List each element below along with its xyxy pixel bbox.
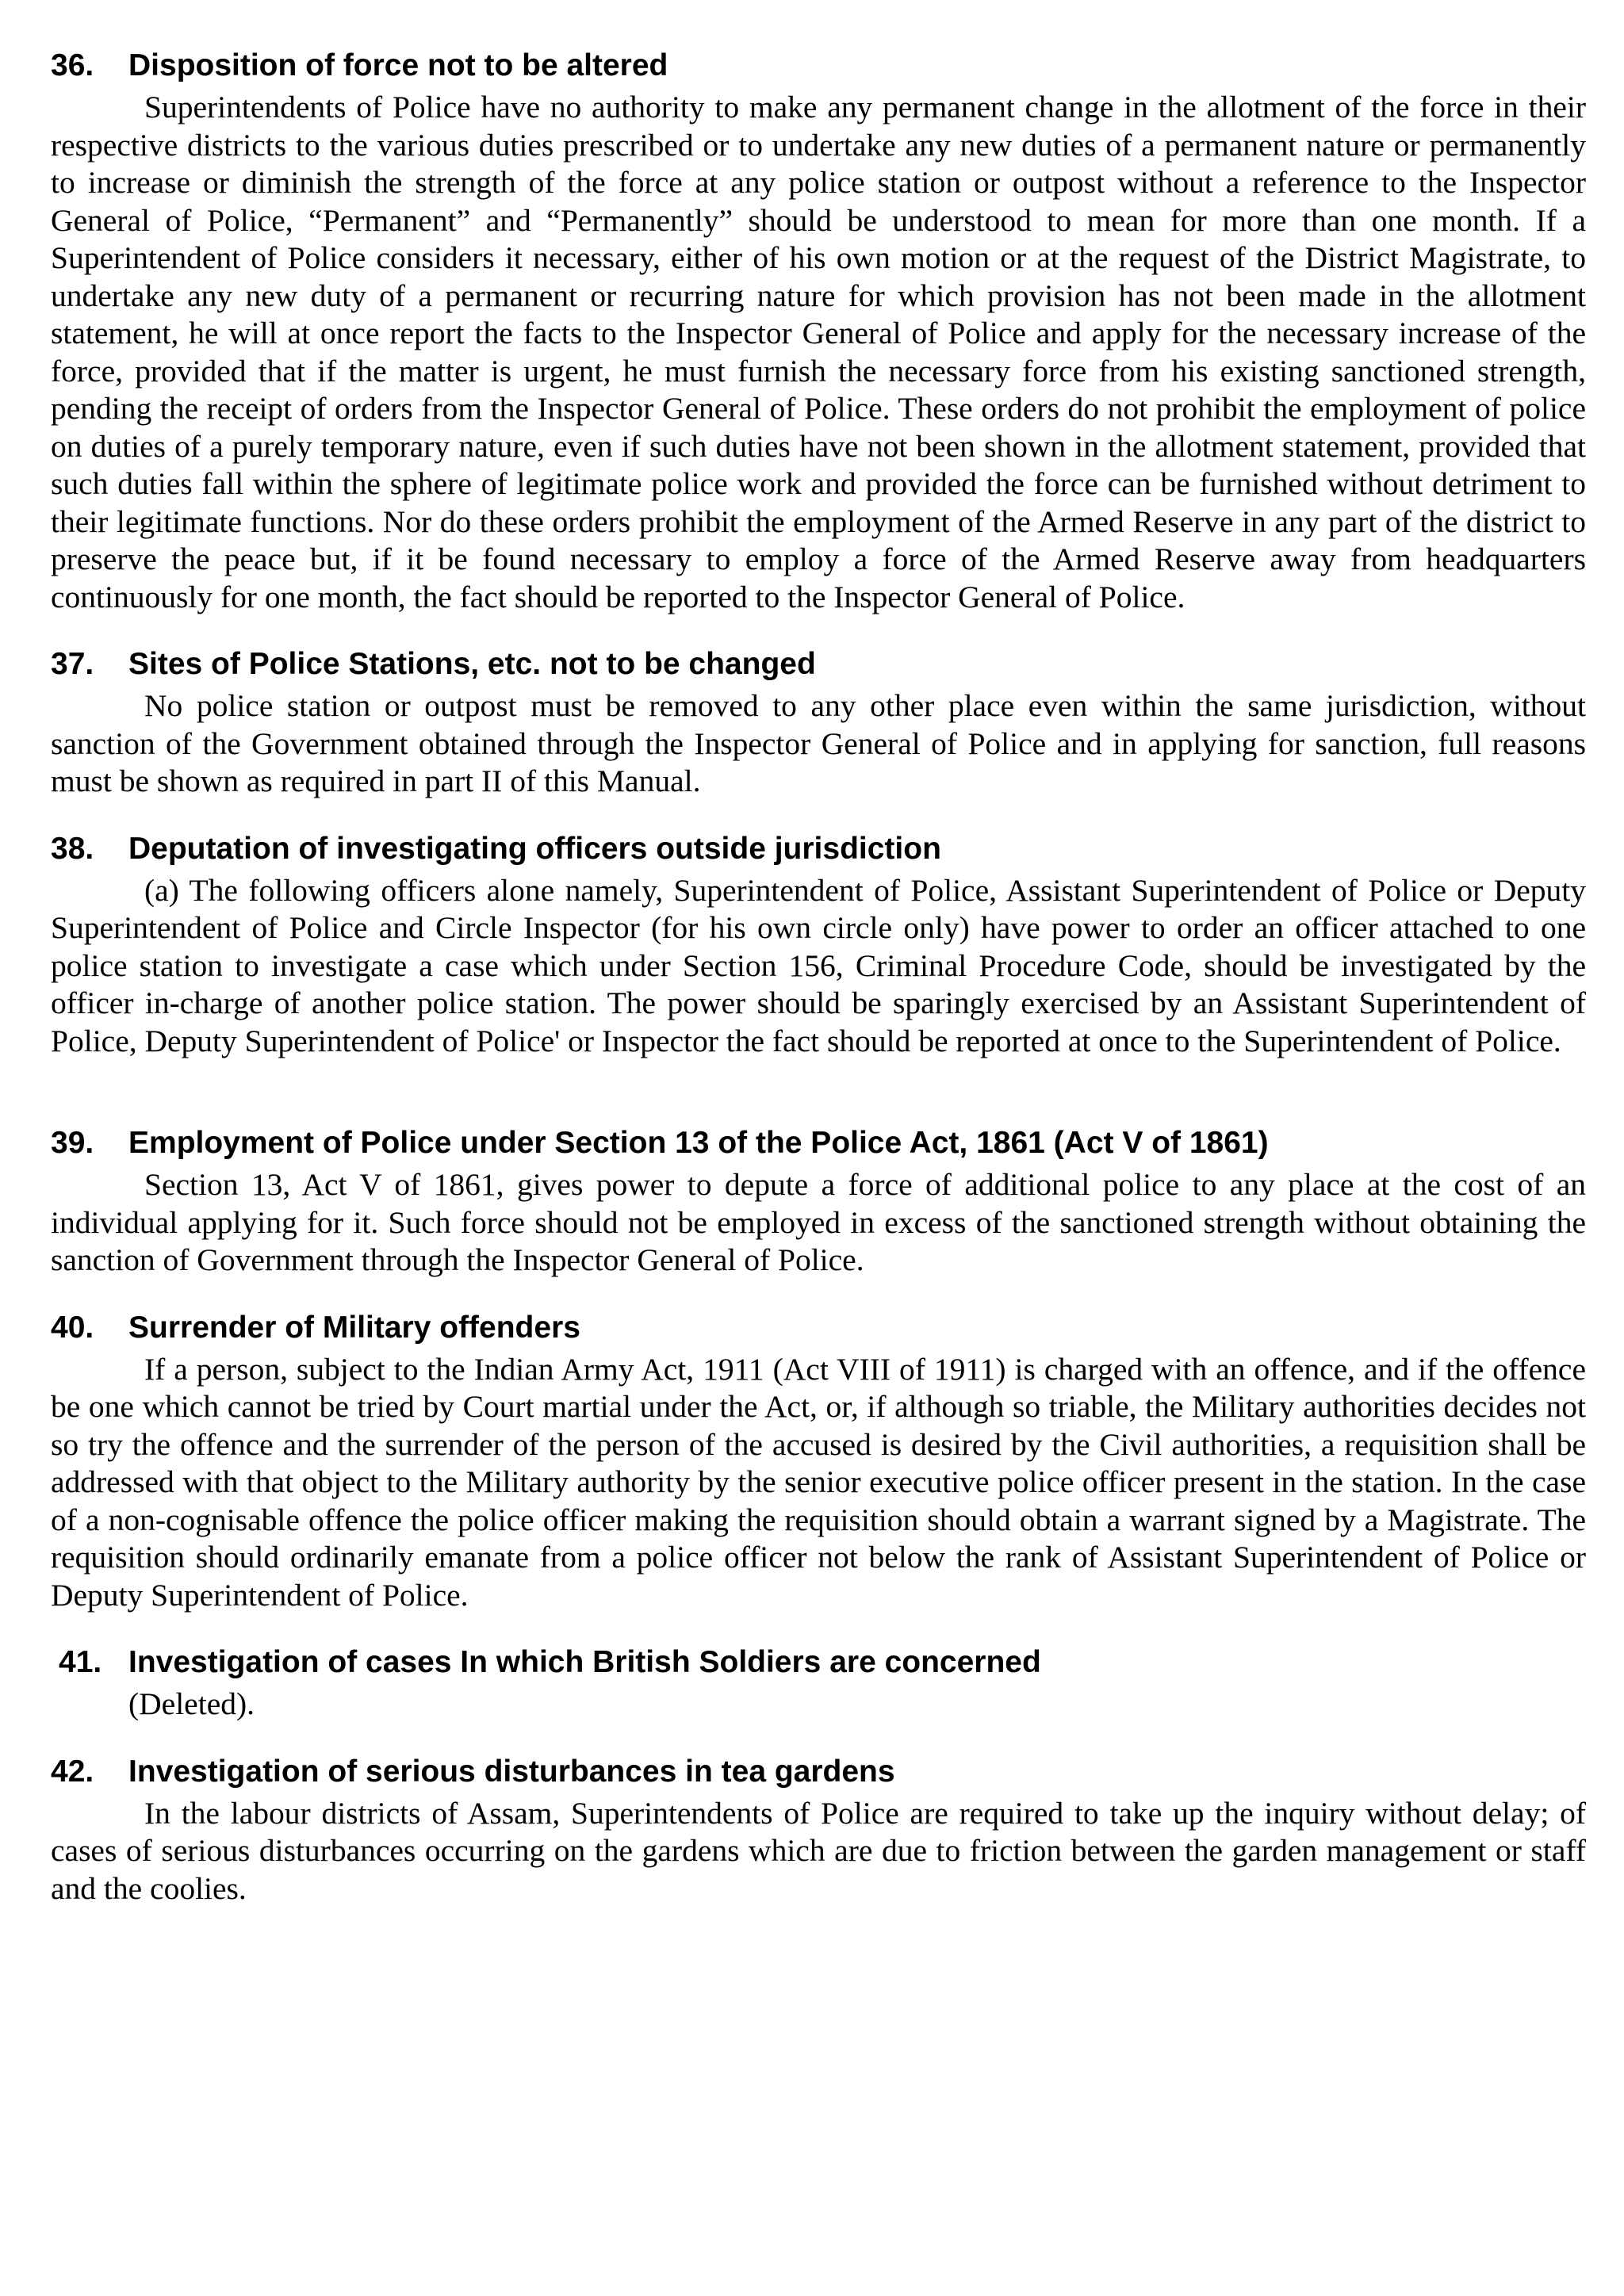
section-number: 38. xyxy=(51,831,94,866)
section-number: 39. xyxy=(51,1126,94,1160)
section-heading xyxy=(51,1752,1586,1792)
section-number: 41. xyxy=(59,1645,102,1679)
section-39 xyxy=(51,1123,1586,1280)
section-title: Surrender of Military offenders xyxy=(128,1310,580,1345)
section-number: 40. xyxy=(51,1310,94,1345)
section-heading xyxy=(51,1123,1586,1163)
section-title: Employment of Police under Section 13 of the Police Act, 1861 (Act V of 1861) xyxy=(128,1126,1269,1160)
section-title: Deputation of investigating officers outside jurisdiction xyxy=(128,831,941,866)
section-38 xyxy=(51,829,1586,1061)
section-body: (Deleted). xyxy=(128,1686,255,1721)
section-body: Superintendents of Police have no authority to make any permanent change in the allotment of the force in their respective districts to the various duties prescribed or to undertake any new duties of a permanent nature or permanently to increase or diminish the strength of the force at any police station or outpost without a reference to the Inspector General of Police, “Permanent” and “Permanently” should be understood to mean for more than one month. If a Superintendent of Police considers it necessary, either of his own motion or at the request of the District Magistrate, to undertake any new duty of a permanent or recurring nature for which provision has not been made in the allotment statement, he will at once report the facts to the Inspector General of Police and apply for the necessary increase of the force, provided that if the matter is urgent, he must furnish the necessary force from his existing sanctioned strength, pending the receipt of orders from the Inspector General of Police. These orders do not prohibit the employment of police on duties of a purely temporary nature, even if such duties have not been shown in the allotment statement, provided that such duties fall within the sphere of legitimate police work and provided the force can be furnished without detriment to their legitimate functions. Nor do these orders prohibit the employment of the Armed Reserve in any part of the district to preserve the peace but, if it be found necessary to employ a force of the Armed Reserve away from headquarters continuously for one month, the fact should be reported to the Inspector General of Police. xyxy=(51,90,1586,614)
section-body: (a) The following officers alone namely, Superintendent of Police, Assistant Superintendent of Police or Deputy Superintendent of Police and Circle Inspector (for his own circle only) have power to order an officer attached to one police station to investigate a case which under Section 156, Criminal Procedure Code, should be investigated by the officer in-charge of another police station. The power should be sparingly exercised by an Assistant Superintendent of Police, Deputy Superintendent of Police' or Inspector the fact should be reported at once to the Superintendent of Police. xyxy=(51,872,1586,1058)
section-body: No police station or outpost must be removed to any other place even within the same jurisdiction, without sanction of the Government obtained through the Inspector General of Police and in applying for sanction, full reasons must be shown as required in part II of this Manual. xyxy=(51,688,1586,798)
section-heading xyxy=(51,1308,1586,1348)
section-36 xyxy=(51,46,1586,616)
document-page xyxy=(51,46,1586,1936)
section-number: 42. xyxy=(51,1754,94,1789)
section-40 xyxy=(51,1308,1586,1615)
section-body: If a person, subject to the Indian Army Act, 1911 (Act VIII of 1911) is charged with an offence, and if the offence be one which cannot be tried by Court martial under the Act, or, if although so triable, the Military authorities decides not so try the offence and the surrender of the person of the accused is desired by the Civil authorities, a requisition shall be addressed with that object to the Military authority by the senior executive police officer present in the station. In the case of a non-cognisable offence the police officer making the requisition should obtain a warrant signed by a Magistrate. The requisition should ordinarily emanate from a police officer not below the rank of Assistant Superintendent of Police or Deputy Superintendent of Police. xyxy=(51,1351,1586,1613)
section-body: In the labour districts of Assam, Superintendents of Police are required to take up the inquiry without delay; of cases of serious disturbances occurring on the gardens which are due to friction between the garden management or staff and the coolies. xyxy=(51,1795,1586,1906)
section-body: Section 13, Act V of 1861, gives power to depute a force of additional police to any place at the cost of an individual applying for it. Such force should not be employed in excess of the sanctioned strength without obtaining the sanction of Government through the Inspector General of Police. xyxy=(51,1167,1586,1277)
section-title: Investigation of serious disturbances in tea gardens xyxy=(128,1754,895,1789)
section-heading xyxy=(51,645,1586,684)
section-heading xyxy=(51,1643,1586,1682)
section-37 xyxy=(51,645,1586,801)
section-number: 37. xyxy=(51,647,94,681)
section-title: Sites of Police Stations, etc. not to be changed xyxy=(128,647,816,681)
section-title: Investigation of cases In which British Soldiers are concerned xyxy=(128,1645,1041,1679)
section-number: 36. xyxy=(51,48,94,82)
section-41 xyxy=(51,1643,1586,1724)
section-title: Disposition of force not to be altered xyxy=(128,48,668,82)
section-heading xyxy=(51,46,1586,86)
section-42 xyxy=(51,1752,1586,1908)
section-heading xyxy=(51,829,1586,869)
